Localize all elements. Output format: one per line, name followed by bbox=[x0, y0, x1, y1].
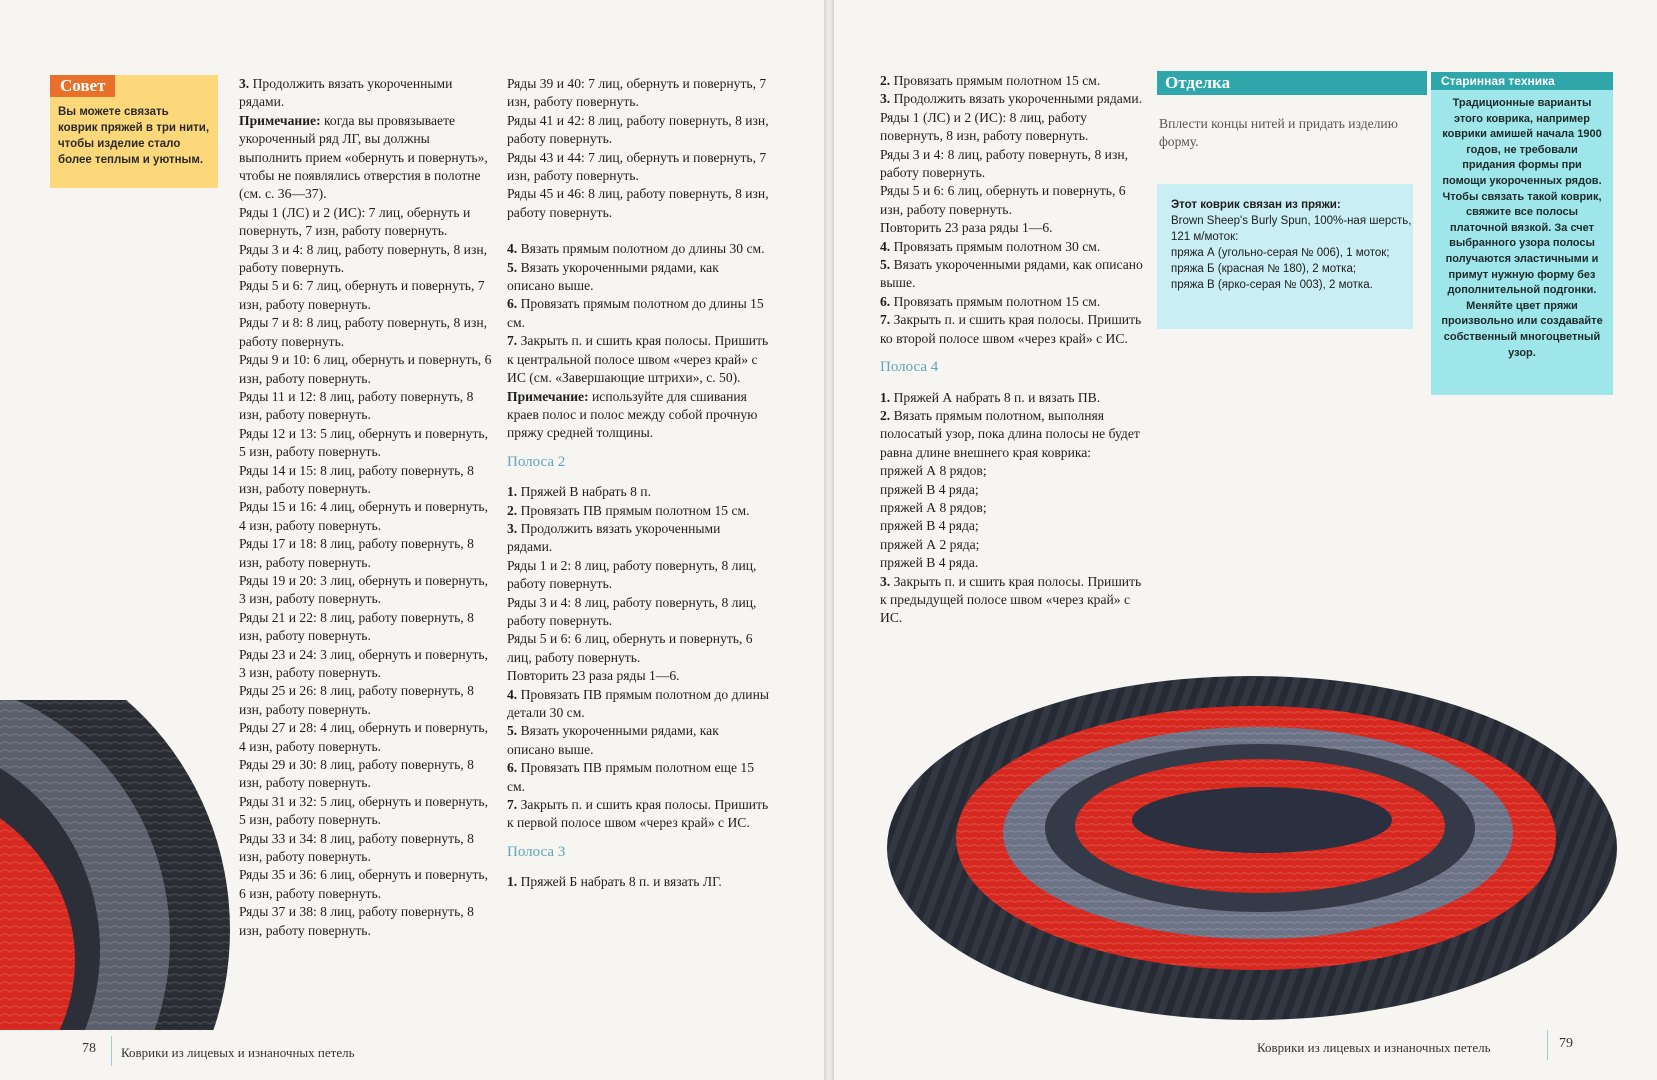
instruction-line: Ряды 12 и 13: 5 лиц, обернуть и повернуть, 5 изн, работу повернуть. bbox=[239, 425, 489, 460]
column-2-steps bbox=[507, 240, 769, 442]
instruction-line: Ряды 33 и 34: 8 лиц, работу повернуть, 8 изн, работу повернуть. bbox=[239, 830, 474, 865]
page-number-left: 78 bbox=[82, 1041, 96, 1056]
rug-photo-left bbox=[0, 700, 230, 1030]
column-2 bbox=[507, 75, 769, 892]
instruction-line: пряжей В 4 ряда; bbox=[880, 518, 979, 534]
footer-title-right: Коврики из лицевых и изнаночных петель bbox=[1257, 1040, 1491, 1055]
instruction-line: 3. Продолжить вязать укороченными рядами. bbox=[507, 520, 721, 555]
stripe-4-items bbox=[880, 389, 1144, 628]
instruction-line: Ряды 14 и 15: 8 лиц, работу повернуть, 8 изн, работу повернуть. bbox=[239, 462, 474, 496]
page-gutter bbox=[824, 0, 834, 1080]
instruction-line: Ряды 43 и 44: 7 лиц, обернуть и повернуть, 7 изн, работу повернуть. bbox=[507, 149, 767, 184]
instruction-line: Ряды 1 (ЛС) и 2 (ИС): 7 лиц, обернуть и повернуть, 7 изн, работу повернуть. bbox=[239, 204, 471, 239]
instruction-line: Ряды 7 и 8: 8 лиц, работу повернуть, 8 изн, работу повернуть. bbox=[239, 315, 487, 349]
instruction-line: 4. Провязать прямым полотном 30 см. bbox=[880, 238, 1101, 254]
instruction-line: Ряды 1 (ЛС) и 2 (ИС): 8 лиц, работу повернуть, 8 изн, работу повернуть. bbox=[880, 109, 1089, 144]
instruction-line: Ряды 3 и 4: 8 лиц, работу повернуть, 8 изн, работу повернуть. bbox=[880, 146, 1128, 181]
yarn-title: Этот коврик связан из пряжи: bbox=[1171, 199, 1341, 211]
yarn-info-box bbox=[1157, 184, 1413, 329]
instruction-line: Ряды 1 и 2: 8 лиц, работу повернуть, 8 лиц, работу повернуть. bbox=[507, 557, 757, 592]
instruction-line: 3. Продолжить вязать укороченными рядами. bbox=[239, 76, 453, 110]
yarn-line: Brown Sheep's Burly Spun, 100%-ная шерсть, 121 м/моток: bbox=[1171, 215, 1412, 243]
rug-photo-oval bbox=[880, 668, 1625, 1028]
instruction-line: Ряды 5 и 6: 6 лиц, обернуть и повернуть, 6 лиц, работу повернуть. bbox=[507, 631, 753, 665]
stripe-4-title: Полоса 4 bbox=[880, 359, 939, 376]
instruction-line: Ряды 5 и 6: 6 лиц, обернуть и повернуть, 6 изн, работу повернуть. bbox=[880, 183, 1126, 217]
instruction-line: Ряды 39 и 40: 7 лиц, обернуть и повернуть, 7 изн, работу повернуть. bbox=[507, 76, 767, 110]
instruction-line: Ряды 3 и 4: 8 лиц, работу повернуть, 8 лиц, работу повернуть. bbox=[507, 594, 757, 628]
yarn-line: пряжа В (ярко-серая № 003), 2 мотка. bbox=[1171, 279, 1373, 291]
stripe-2-items bbox=[507, 483, 769, 833]
footer-divider-left bbox=[111, 1036, 112, 1066]
instruction-line: 6. Провязать ПВ прямым полотном еще 15 см. bbox=[507, 760, 755, 794]
instruction-line: 7. Закрыть п. и сшить края полосы. Пришить к центральной полосе швом «через край» с ИС (см. «Завершающие штрихи», с. 50). bbox=[507, 333, 769, 386]
page-number-right: 79 bbox=[1559, 1036, 1573, 1051]
footer-divider-right bbox=[1547, 1030, 1548, 1060]
instruction-line: Ряды 3 и 4: 8 лиц, работу повернуть, 8 изн, работу повернуть. bbox=[239, 241, 487, 276]
instruction-line: 2. Вязать прямым полотном, выполняя полосатый узор, пока длина полосы не будет равна длине внешнего края коврика: bbox=[880, 407, 1140, 460]
instruction-line: Примечание: когда вы провязываете укороченный ряд ЛГ, вы должны выполнить прием «обернуть и повернуть», чтобы не появлялись отверстия в полотне (см. с. 36—37). bbox=[239, 112, 488, 202]
instruction-line: пряжей В 4 ряда. bbox=[880, 555, 979, 571]
instruction-line: 4. Провязать ПВ прямым полотном до длины детали 30 см. bbox=[507, 686, 769, 720]
instruction-line: 6. Провязать прямым полотном до длины 15 см. bbox=[507, 296, 764, 330]
instruction-line: Ряды 5 и 6: 7 лиц, обернуть и повернуть, 7 изн, работу повернуть. bbox=[239, 278, 485, 312]
finishing-title: Отделка bbox=[1157, 71, 1427, 95]
instruction-line: Ряды 15 и 16: 4 лиц, обернуть и повернуть, 4 изн, работу повернуть. bbox=[239, 499, 489, 533]
instruction-line: 3. Закрыть п. и сшить края полосы. Пришить к предыдущей полосе швом «через край» с ИС. bbox=[880, 573, 1142, 626]
instruction-line: Ряды 25 и 26: 8 лиц, работу повернуть, 8 изн, работу повернуть. bbox=[239, 683, 474, 717]
instruction-line: Ряды 41 и 42: 8 лиц, работу повернуть, 8 изн, работу повернуть. bbox=[507, 112, 769, 147]
finishing-text: Вплести концы нитей и придать изделию форму. bbox=[1159, 116, 1398, 149]
instruction-line: 1. Пряжей В набрать 8 п. bbox=[507, 484, 651, 500]
instruction-line: 5. Вязать укороченными рядами, как описано выше. bbox=[880, 257, 1143, 291]
tip-title: Совет bbox=[50, 75, 115, 97]
instruction-line: пряжей В 4 ряда; bbox=[880, 481, 979, 497]
instruction-line: Ряды 9 и 10: 6 лиц, обернуть и повернуть, 6 изн, работу повернуть. bbox=[239, 352, 492, 386]
old-technique-text: Традиционные варианты этого коврика, например коврики амишей начала 1900 годов, не требовали придания формы при помощи укороченных рядов. Чтобы связать такой коврик, свяжите все полосы платочной вязкой. За счет выбранного узора полосы получаются эластичными и примут нужную форму без дополнительной подгонки. Меняйте цвет пряжи произвольно или создавайте собственный многоцветный узор. bbox=[1441, 97, 1603, 359]
column-1 bbox=[239, 75, 494, 940]
instruction-line: 3. Продолжить вязать укороченными рядами. bbox=[880, 91, 1143, 107]
instruction-line: 4. Вязать прямым полотном до длины 30 см. bbox=[507, 241, 765, 257]
instruction-line: Ряды 21 и 22: 8 лиц, работу повернуть, 8 изн, работу повернуть. bbox=[239, 609, 474, 644]
instruction-line: Ряды 27 и 28: 4 лиц, обернуть и повернуть, 4 изн, работу повернуть. bbox=[239, 720, 489, 754]
instruction-line: Ряды 23 и 24: 3 лиц, обернуть и повернуть, 3 изн, работу повернуть. bbox=[239, 646, 489, 680]
instruction-line: Ряды 35 и 36: 6 лиц, обернуть и повернуть, 6 изн, работу повернуть. bbox=[239, 867, 489, 901]
old-technique-box bbox=[1431, 72, 1613, 395]
instruction-line: Примечание: используйте для сшивания краев полос и полос между собой прочную пряжу средней толщины. bbox=[507, 388, 758, 441]
instruction-line: Ряды 17 и 18: 8 лиц, работу повернуть, 8 изн, работу повернуть. bbox=[239, 536, 474, 570]
instruction-line: 6. Провязать прямым полотном 15 см. bbox=[880, 293, 1101, 309]
column-2-rows bbox=[507, 75, 769, 222]
instruction-line: 1. Пряжей Б набрать 8 п. и вязать ЛГ. bbox=[507, 874, 722, 890]
instruction-line: Ряды 19 и 20: 3 лиц, обернуть и повернуть, 3 изн, работу повернуть. bbox=[239, 572, 489, 607]
instruction-line: Ряды 11 и 12: 8 лиц, работу повернуть, 8 изн, работу повернуть. bbox=[239, 388, 474, 423]
tip-box bbox=[50, 75, 218, 188]
instruction-line: 5. Вязать укороченными рядами, как описано выше. bbox=[507, 259, 719, 294]
stripe-3-title: Полоса 3 bbox=[507, 843, 566, 860]
instruction-line: Повторить 23 раза ряды 1—6. bbox=[880, 220, 1053, 236]
instruction-line: 2. Провязать ПВ прямым полотном 15 см. bbox=[507, 502, 750, 518]
footer-title-left: Коврики из лицевых и изнаночных петель bbox=[121, 1045, 355, 1060]
stripe-3-items bbox=[507, 873, 769, 891]
old-technique-title: Старинная техника bbox=[1431, 72, 1613, 90]
instruction-line: 1. Пряжей А набрать 8 п. и вязать ПВ. bbox=[880, 389, 1101, 405]
instruction-line: пряжей А 8 рядов; bbox=[880, 499, 987, 515]
instruction-line: Ряды 31 и 32: 5 лиц, обернуть и повернуть, 5 изн, работу повернуть. bbox=[239, 793, 489, 828]
tip-text: Вы можете связать коврик пряжей в три нити, чтобы изделие стало более теплым и уютным. bbox=[58, 106, 210, 166]
instruction-line: 7. Закрыть п. и сшить края полосы. Пришить ко второй полосе швом «через край» с ИС. bbox=[880, 312, 1142, 346]
instruction-line: Ряды 29 и 30: 8 лиц, работу повернуть, 8 изн, работу повернуть. bbox=[239, 757, 474, 791]
instruction-line: 7. Закрыть п. и сшить края полосы. Пришить к первой полосе швом «через край» с ИС. bbox=[507, 797, 769, 831]
instruction-line: пряжей А 2 ряда; bbox=[880, 536, 980, 552]
instruction-line: Повторить 23 раза ряды 1—6. bbox=[507, 668, 680, 684]
column-3-steps bbox=[880, 72, 1144, 348]
instruction-line: 5. Вязать укороченными рядами, как описано выше. bbox=[507, 723, 719, 757]
instruction-line: 2. Провязать прямым полотном 15 см. bbox=[880, 73, 1101, 88]
yarn-line: пряжа Б (красная № 180), 2 мотка; bbox=[1171, 263, 1357, 275]
yarn-line: пряжа А (угольно-серая № 006), 1 моток; bbox=[1171, 247, 1390, 259]
instruction-line: пряжей А 8 рядов; bbox=[880, 463, 987, 479]
instruction-line: Ряды 37 и 38: 8 лиц, работу повернуть, 8 изн, работу повернуть. bbox=[239, 904, 474, 938]
column-3 bbox=[880, 72, 1144, 628]
stripe-2-title: Полоса 2 bbox=[507, 453, 566, 470]
instruction-line: Ряды 45 и 46: 8 лиц, работу повернуть, 8 изн, работу повернуть. bbox=[507, 186, 769, 220]
